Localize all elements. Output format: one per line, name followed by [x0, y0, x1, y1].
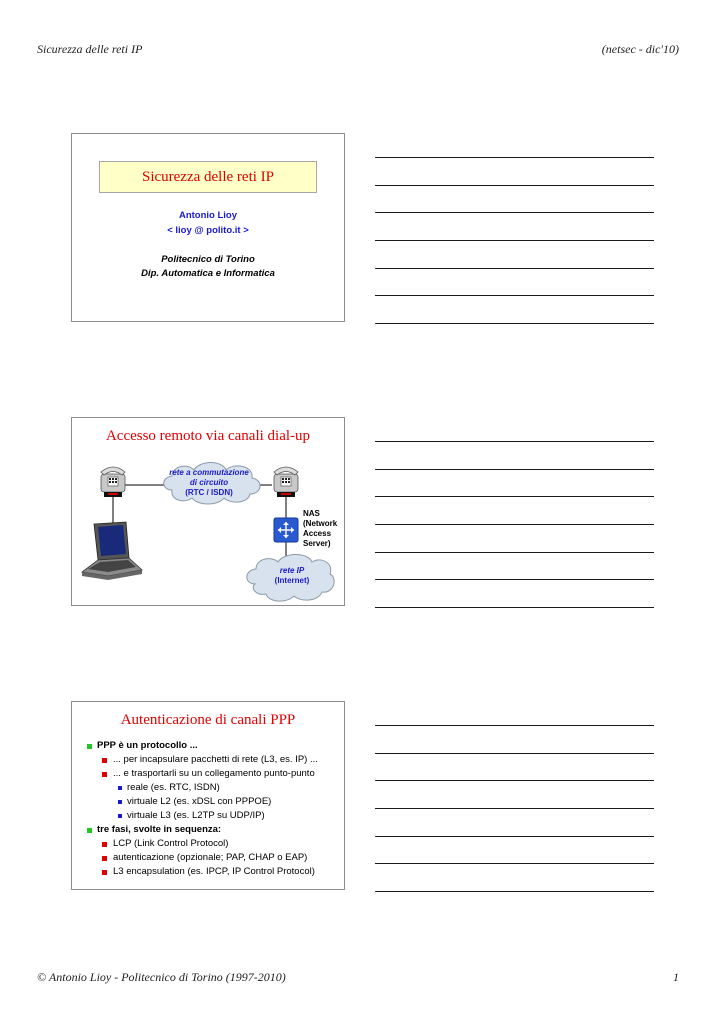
bullet-blue-icon — [118, 786, 122, 790]
nas-line3: Access — [303, 529, 332, 538]
cloud1-line3: (RTC / ISDN) — [185, 488, 233, 497]
note-line — [375, 469, 654, 470]
note-line — [375, 725, 654, 726]
bullet-text: LCP (Link Control Protocol) — [113, 838, 229, 849]
page-footer-left: © Antonio Lioy - Politecnico di Torino (1997-2010) — [37, 970, 286, 984]
bullet-text: L3 encapsulation (es. IPCP, IP Control Protocol) — [113, 866, 315, 877]
author-name: Antonio Lioy — [178, 210, 238, 221]
bullet-text: ... per incapsulare pacchetti di rete (L3, es. IP) ... — [113, 754, 318, 765]
note-line — [375, 579, 654, 580]
bullet-green-icon — [87, 828, 92, 833]
telephone-icon — [274, 467, 298, 497]
cloud2-line1: rete IP — [279, 566, 305, 575]
bullet-text: tre fasi, svolte in sequenza: — [97, 824, 222, 835]
note-line — [375, 863, 654, 864]
page-header-left: Sicurezza delle reti IP — [37, 42, 143, 56]
bullet-red-icon — [102, 870, 107, 875]
cloud2-line2: (Internet) — [274, 576, 310, 585]
cloud1-label — [164, 468, 254, 498]
note-line — [375, 552, 654, 553]
nas-line1: NAS — [303, 509, 320, 518]
nas-line2: (Network — [303, 519, 338, 528]
bullet-text: virtuale L3 (es. L2TP su UDP/IP) — [127, 810, 265, 821]
note-line — [375, 836, 654, 837]
note-line — [375, 212, 654, 213]
cloud1-line2: di circuito — [189, 478, 229, 487]
slide-ppp — [71, 701, 345, 890]
institution: Politecnico di Torino — [161, 254, 255, 265]
bullet-red-icon — [102, 772, 107, 777]
nas-label — [303, 509, 337, 549]
note-line — [375, 607, 654, 608]
slide3-title: Autenticazione di canali PPP — [120, 712, 296, 728]
page-number: 1 — [673, 970, 679, 984]
slide-dialup — [71, 417, 345, 606]
department: Dip. Automatica e Informatica — [141, 268, 275, 279]
note-line — [375, 496, 654, 497]
bullet-text: autenticazione (opzionale; PAP, CHAP o EAP) — [113, 852, 308, 863]
note-line — [375, 891, 654, 892]
page-header-right: (netsec - dic'10) — [601, 42, 679, 56]
nas-line4: Server) — [303, 539, 331, 548]
bullet-blue-icon — [118, 800, 122, 804]
author-email: < lioy @ polito.it > — [167, 225, 249, 236]
note-line — [375, 441, 654, 442]
router-icon — [274, 518, 298, 542]
cloud1-line1: rete a commutazione — [169, 468, 249, 477]
bullet-text: ... e trasportarli su un collegamento punto-punto — [113, 768, 315, 779]
note-line — [375, 157, 654, 158]
bullet-text: virtuale L2 (es. xDSL con PPPOE) — [127, 796, 272, 807]
note-line — [375, 753, 654, 754]
note-line — [375, 780, 654, 781]
slide2-title: Accesso remoto via canali dial-up — [105, 428, 311, 444]
note-line — [375, 185, 654, 186]
bullet-blue-icon — [118, 814, 122, 818]
note-line — [375, 268, 654, 269]
note-line — [375, 295, 654, 296]
telephone-icon — [101, 467, 125, 497]
bullet-red-icon — [102, 856, 107, 861]
bullet-red-icon — [102, 758, 107, 763]
cloud2-label — [257, 566, 327, 586]
slide-title — [71, 133, 345, 322]
bullet-red-icon — [102, 842, 107, 847]
note-line — [375, 808, 654, 809]
laptop-icon — [82, 522, 142, 580]
note-line — [375, 240, 654, 241]
slide1-title: Sicurezza delle reti IP — [99, 161, 317, 193]
note-line — [375, 323, 654, 324]
bullet-green-icon — [87, 744, 92, 749]
bullet-text: PPP è un protocollo ... — [97, 740, 198, 751]
bullet-text: reale (es. RTC, ISDN) — [127, 782, 220, 793]
note-line — [375, 524, 654, 525]
